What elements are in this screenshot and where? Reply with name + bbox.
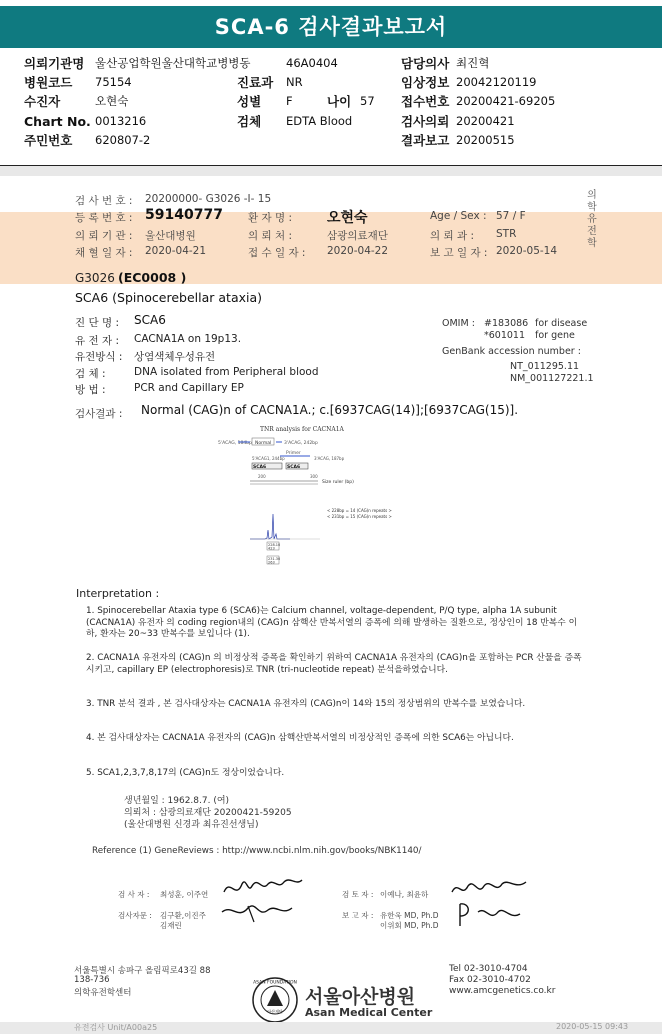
figure-right-label: 3'ACAG, 242bp [284,441,318,446]
reviewer-value: 이예나, 최윤하 [380,890,429,899]
genbank1: NT_011295.11 [510,361,580,372]
interp-p5: 5. SCA1,2,3,7,8,17의 (CAG)n도 정상이었습니다. [86,768,285,778]
sex-value: F [286,94,293,108]
figure-peak2: 231.30 [268,557,281,561]
asst-label: 검사자문 : [118,911,152,920]
sex-label: 성별 [237,94,262,109]
figure-primer-label: Primer [286,451,301,456]
request-value: 20200421 [456,114,515,128]
chart-label: Chart No. [24,114,91,129]
collector-value: 오현숙 [95,94,129,108]
figure-left-label: 5'ACAG, 184bp [218,441,252,446]
address-line1: 서울특별시 송파구 올림픽로43길 88 [74,966,211,976]
figure-peak1b: 423 [268,546,275,551]
age-sex-label: Age / Sex : [430,210,487,222]
asan-logo-icon [251,976,299,1024]
figure-box1-label: SCA6 [253,465,267,470]
age-sex-value: 57 / F [496,210,526,222]
genbank-label: GenBank accession number : [442,346,581,357]
figure-title: TNR analysis for CACNA1A [260,426,344,433]
report-date-label: 결과보고 [401,133,450,148]
req-dept-label: 의 뢰 과 : [430,230,474,242]
figure-sub-left: 5'ACAG1, 244bp [252,456,285,461]
method-label: 방 법 : [75,384,106,396]
omim2-note: for gene [535,330,575,341]
interpretation-heading: Interpretation : [76,587,160,600]
figure-normal-label: Normal [255,441,272,446]
interp-p2: 2. CACNA1A 유전자의 (CAG)n 의 비정상적 증폭을 확인하기 위하여 CACNA1A 유전자의 (CAG)n을 포함하는 PCR 산물을 증폭시키고, capillary EP (electrophoresis)로 TNR (tri-nucleotide repeat) 분석을하였습니다. [86,653,582,675]
referrer: 의뢰처 : 삼광의료재단 20200421-59205 [124,808,292,818]
age-label: 나이 [327,94,352,109]
website[interactable]: www.amcgenetics.co.kr [449,986,556,996]
interp-p1: 1. Spinocerebellar Ataxia type 6 (SCA6)는 Calcium channel, voltage-dependent, P/Q type, alpha 1A subunit (CACNA1A) 유전자 의 coding region내의 (CAG)n 삼핵산 반복서열의 증폭에 의해 발생하는 질환으로, 정상인이 18 반복수 이하, 환자는 20~33 반복수를 보입니다 (1). [86,606,578,639]
age-value: 57 [360,94,375,108]
omim1: #183086 [484,318,529,329]
tester-signature [218,870,308,930]
clinical-label: 임상정보 [401,75,450,90]
birth-date: 생년월일 : 1962.8.7. (여) [124,796,230,806]
collect-value: 2020-04-21 [145,245,207,257]
referrer-note: (울산대병원 신경과 최유진선생님) [124,820,259,830]
dept-value: NR [286,75,303,89]
code-prefix: G3026 [75,271,115,285]
figure-box2-label: SCA6 [287,465,301,470]
req-place-value: 삼광의료재단 [327,230,388,242]
mode-label: 유전방식 : [75,351,123,363]
request-label: 검사의뢰 [401,114,450,129]
reg-no-label: 등 록 번 호 : [75,212,133,224]
patient-value: 오현숙 [327,210,368,226]
dept-label: 진료과 [237,75,274,90]
figure-size-ruler: Size ruler (bp) [322,480,354,485]
reporter-value2: 이위회 MD, Ph.D [380,921,439,930]
req-inst-label: 의 뢰 기 관 : [75,230,133,242]
figure-note1: < 228bp = 14 (CAG)n repeats > [327,508,392,513]
report-title: SCA-6 검사결과보고서 [0,6,662,48]
interp-p4: 4. 본 검사대상자는 CACNA1A 유전자의 (CAG)n 삼핵산반복서열의 비정상적인 증폭에 의한 SCA6는 아닙니다. [86,733,514,743]
req-dept-value: STR [496,228,517,240]
asst-value2: 김재린 [160,921,182,930]
reviewer-label: 검 토 자 : [342,890,374,899]
specimen-value: EDTA Blood [286,114,353,128]
collect-label: 채 혈 일 자 : [75,247,133,259]
specimen2-value: DNA isolated from Peripheral blood [134,366,319,378]
test-no-label: 검 사 번 호 : [75,195,133,207]
doctor-value: 최진혁 [456,56,490,70]
result-label: 검사결과 : [75,408,123,420]
logo-korean: 서울아산병원 [305,986,416,1008]
reporter-value1: 유한욱 MD, Ph.D [380,911,439,920]
mode-value: 상염색체우성유전 [134,351,216,363]
chart-value: 0013216 [95,114,147,128]
address-line2: 138-736 [74,975,110,985]
figure-peak2b: 263 [268,560,275,565]
req-inst-value: 울산대병원 [145,230,196,242]
specimen-label: 검체 [237,114,262,129]
tester-label: 검 사 자 : [118,890,150,899]
doctor-label: 담당의사 [401,56,450,71]
figure-trace [250,514,290,539]
test-name: SCA6 (Spinocerebellar ataxia) [75,290,263,305]
genbank2: NM_001127221.1 [510,373,594,384]
omim1-note: for disease [535,318,588,329]
figure-axis-start: 200 [258,474,266,479]
clinical-value: 20042120119 [456,75,537,89]
gene-label: 유 전 자 : [75,335,119,347]
institution-code: 46A0404 [286,56,338,70]
logo-ring-text: ASAN FOUNDATION [253,980,297,986]
hospital-code-label: 병원코드 [24,75,73,90]
dx-value: SCA6 [134,313,166,327]
hospital-code-value: 75154 [95,75,132,89]
asst-value1: 김구환,이진주 [160,911,206,920]
fax: Fax 02-3010-4702 [449,975,531,985]
method-value: PCR and Capillary EP [134,382,244,394]
side-label: 의학유전학 [587,190,597,249]
resident-label: 주민번호 [24,133,73,148]
receipt-label: 접수번호 [401,94,450,109]
patient-info-block [0,52,662,164]
interp-p3: 3. TNR 분석 결과 , 본 검사대상자는 CACNA1A 유전자의 (CAG)n이 14와 15의 정상범위의 반복수를 보였습니다. [86,699,526,709]
report-date-label2: 보 고 일 자 : [430,247,488,259]
bottom-right-text: 2020-05-15 09:43 [556,1022,629,1031]
collector-label: 수진자 [24,94,61,109]
report-date-value: 20200515 [456,133,515,147]
reg-no-value: 59140777 [145,207,223,223]
omim2: *601011 [484,330,526,341]
figure-note2: < 231bp = 15 (CAG)n repeats > [327,514,392,519]
reviewer-signature [446,874,536,934]
req-place-label: 의 뢰 처 : [248,230,292,242]
figure-axis-end: 300 [310,474,318,479]
report-date-value2: 2020-05-14 [496,245,558,257]
institution-value: 울산공업학원울산대학교병병동 [95,56,251,70]
result-value: Normal (CAG)n of CACNA1A.; c.[6937CAG(14)];[6937CAG(15)]. [141,403,519,417]
code-box: (EC0008 ) [118,270,187,285]
logo-english: Asan Medical Center [305,1006,433,1019]
specimen2-label: 검 체 : [75,368,106,380]
omim-label: OMIM : [442,318,475,329]
receive-label: 접 수 일 자 : [248,247,306,259]
bottom-left-text: 유전검사 Unit/A00a25 [74,1023,158,1032]
resident-value: 620807-2 [95,133,151,147]
tnr-figure [210,422,450,582]
tester-value: 최성훈, 이주연 [160,890,209,899]
gene-value: CACNA1A on 19p13. [134,333,242,345]
receipt-value: 20200421-69205 [456,94,556,108]
institution-label: 의뢰기관명 [24,56,85,71]
address-line3: 의학유전학센터 [74,988,132,998]
receive-value: 2020-04-22 [327,245,389,257]
tel: Tel 02-3010-4704 [449,964,528,974]
page-gap [0,166,662,176]
reporter-label: 보 고 자 : [342,911,374,920]
figure-sub-right: 3'ACAG, 187bp [314,456,345,461]
figure-peak1: 228.10 [268,543,281,547]
logo-center-text: 아산재단 [267,1009,283,1014]
dx-label: 진 단 명 : [75,317,119,329]
patient-label: 환 자 명 : [248,212,292,224]
reference: Reference (1) GeneReviews : http://www.ncbi.nlm.nih.gov/books/NBK1140/ [92,846,422,856]
test-no-value: 20200000- G3026 -I- 15 [145,193,272,205]
